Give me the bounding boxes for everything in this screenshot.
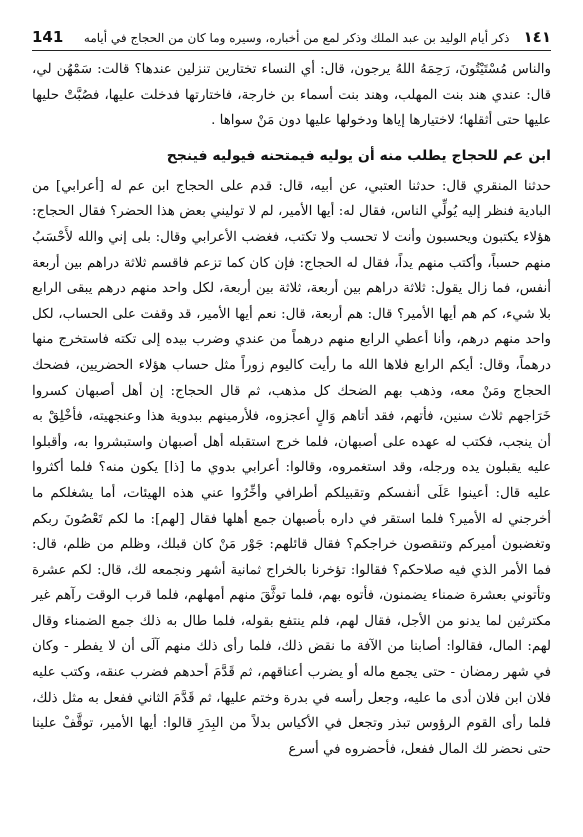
body-paragraph: حدثنا المنقري قال: حدثنا العتبي، عن أبيه، قال: قدم على الحجاج ابن عم له [أعرابي] من البادية فنظر إليه يُولِّي الناس، فقال له: أيها الأمير، لم لا توليني بعض هذا الحضر؟ فقال الحجاج: هؤلاء يكتبون ويحسبون وأنت لا تحسب ولا تكتب، فغضب الأعرابي وقال: بلى إني والله لأَحْسَبُ منهم حسباً، وأكتب منهم يداً، فقال له الحجاج: فإن كان كما تزعم فاقسم ثلاثة دراهم بين أربعة أنفس، فما زال يقول: ثلاثة دراهم بين أربعة، ثلاثة بين أربعة، لكل واحد منهم درهم يبقى الرابع بلا شيء، كم هم أيها الأمير؟ قال: هم أربعة، قال: نعم أيها الأمير، قد وقفت على الحساب، لكل واحد منهم درهم، وأنا أعطي الرابع منهم درهماً من عندي وضرب بيده إلى تكته فاستخرج منها درهماً، وقال: أيكم الرابع فلاها الله ما رأيت كاليوم زوراً مثل حساب هؤلاء الحضريين، فضحك الحجاج ومَنْ معه، وذهب بهم الضحك كل مذهب، ثم قال الحجاج: إن أهل أصبهان كسروا خَرَاجهم ثلاث سنين، فأتهم، فقد أتاهم وَالٍ أعجزوه، فلأرمينهم ببدوية هذا وعنجهيته، فأخْلِقْ به أن ينجب، فكتب له عهده على أصبهان، فلما خرج استقبله أهل أصبهان واستبشروا به، وأقبلوا عليه يقبلون يده ورجله، وقد استغمروه، وقالوا: أعرابي بدوي ما [ذا] يكون منه؟ فلما أكثروا عليه قال: أعينوا عَلَى أنفسكم وتقبيلكم أطرافي وأخِّرُوا عني هذه الهيئات، أما يشغلكم ما أخرجني له الأمير؟ فلما استقر في داره بأصبهان جمع أهلها فقال [لهم]: ما لكم تَعْصُونَ ربكم وتغضبون أميركم وتنقصون خراجكم؟ فقال قائلهم: جَوْر مَنْ كان قبلك، وظلم من ظلم، قال: فما الأمر الذي فيه صلاحكم؟ فقالوا: تؤخرنا بالخراج ثمانية أشهر ونجمعه لك، قال: لكم عشرة وتأتوني بعشرة ضمناء يضمنون، فأتوه بهم، فلما توثَّقَ منهم أمهلهم، فلما قرب الوقت رآهم غير مكترثين لما يدنو من الأجل، فقال لهم، فلم ينتفع بقوله، فلما طال به ذلك جمع الضمناء وقال لهم: المال، فقالوا: أصابنا من الآفة ما نقض ذلك، فلما رأى ذلك منهم آلَى أن لا يفطر - وكان في شهر رمضان - حتى يجمع ماله أو يضرب أعناقهم، ثم قَدَّمَ أحدهم فضرب عنقه، وكتب عليه فلان ابن فلان أدى ما عليه، وجعل رأسه في بدرة وختم عليها، ثم قَدَّمَ الثاني ففعل به مثل ذلك، فلما رأى القوم الرؤوس تبذر وتجعل في الأكياس بدلاً من البِدَرِ قالوا: أيها الأمير، توقَّفْ علينا حتى نحضر لك المال ففعل، فأحضروه في أسرع (32, 178, 551, 757)
running-head (32, 18, 551, 51)
running-title: ذكر أيام الوليد بن عبد الملك وذكر لمع من أخباره، وسيره وما كان من الحجاج في أيامه (83, 31, 510, 45)
running-head-right (84, 28, 551, 46)
page-number-latin: 141 (32, 28, 64, 46)
section-heading: ابن عم للحجاج يطلب منه أن يوليه فيمتحنه فيوليه فينجح (166, 147, 551, 164)
page-body (32, 57, 551, 762)
intro-paragraph: والناس مُسْتَيْتُونَ، رَحِمَهُ اللهُ يرجون، قال: أي النساء تختارين تنزلين عندها؟ قالت: سَمْهُن لي، قال: عندي هند بنت المهلب، وهند بنت أسماء بن خارجة، فاختارتها فدخلت عليها، فصُبَّتْ حليها عليها حتى أثقلها؛ لاختيارها إياها ودخولها عليها دون مَنْ سواها . (32, 62, 551, 129)
page-number-arabic: ١٤١ (523, 28, 551, 46)
